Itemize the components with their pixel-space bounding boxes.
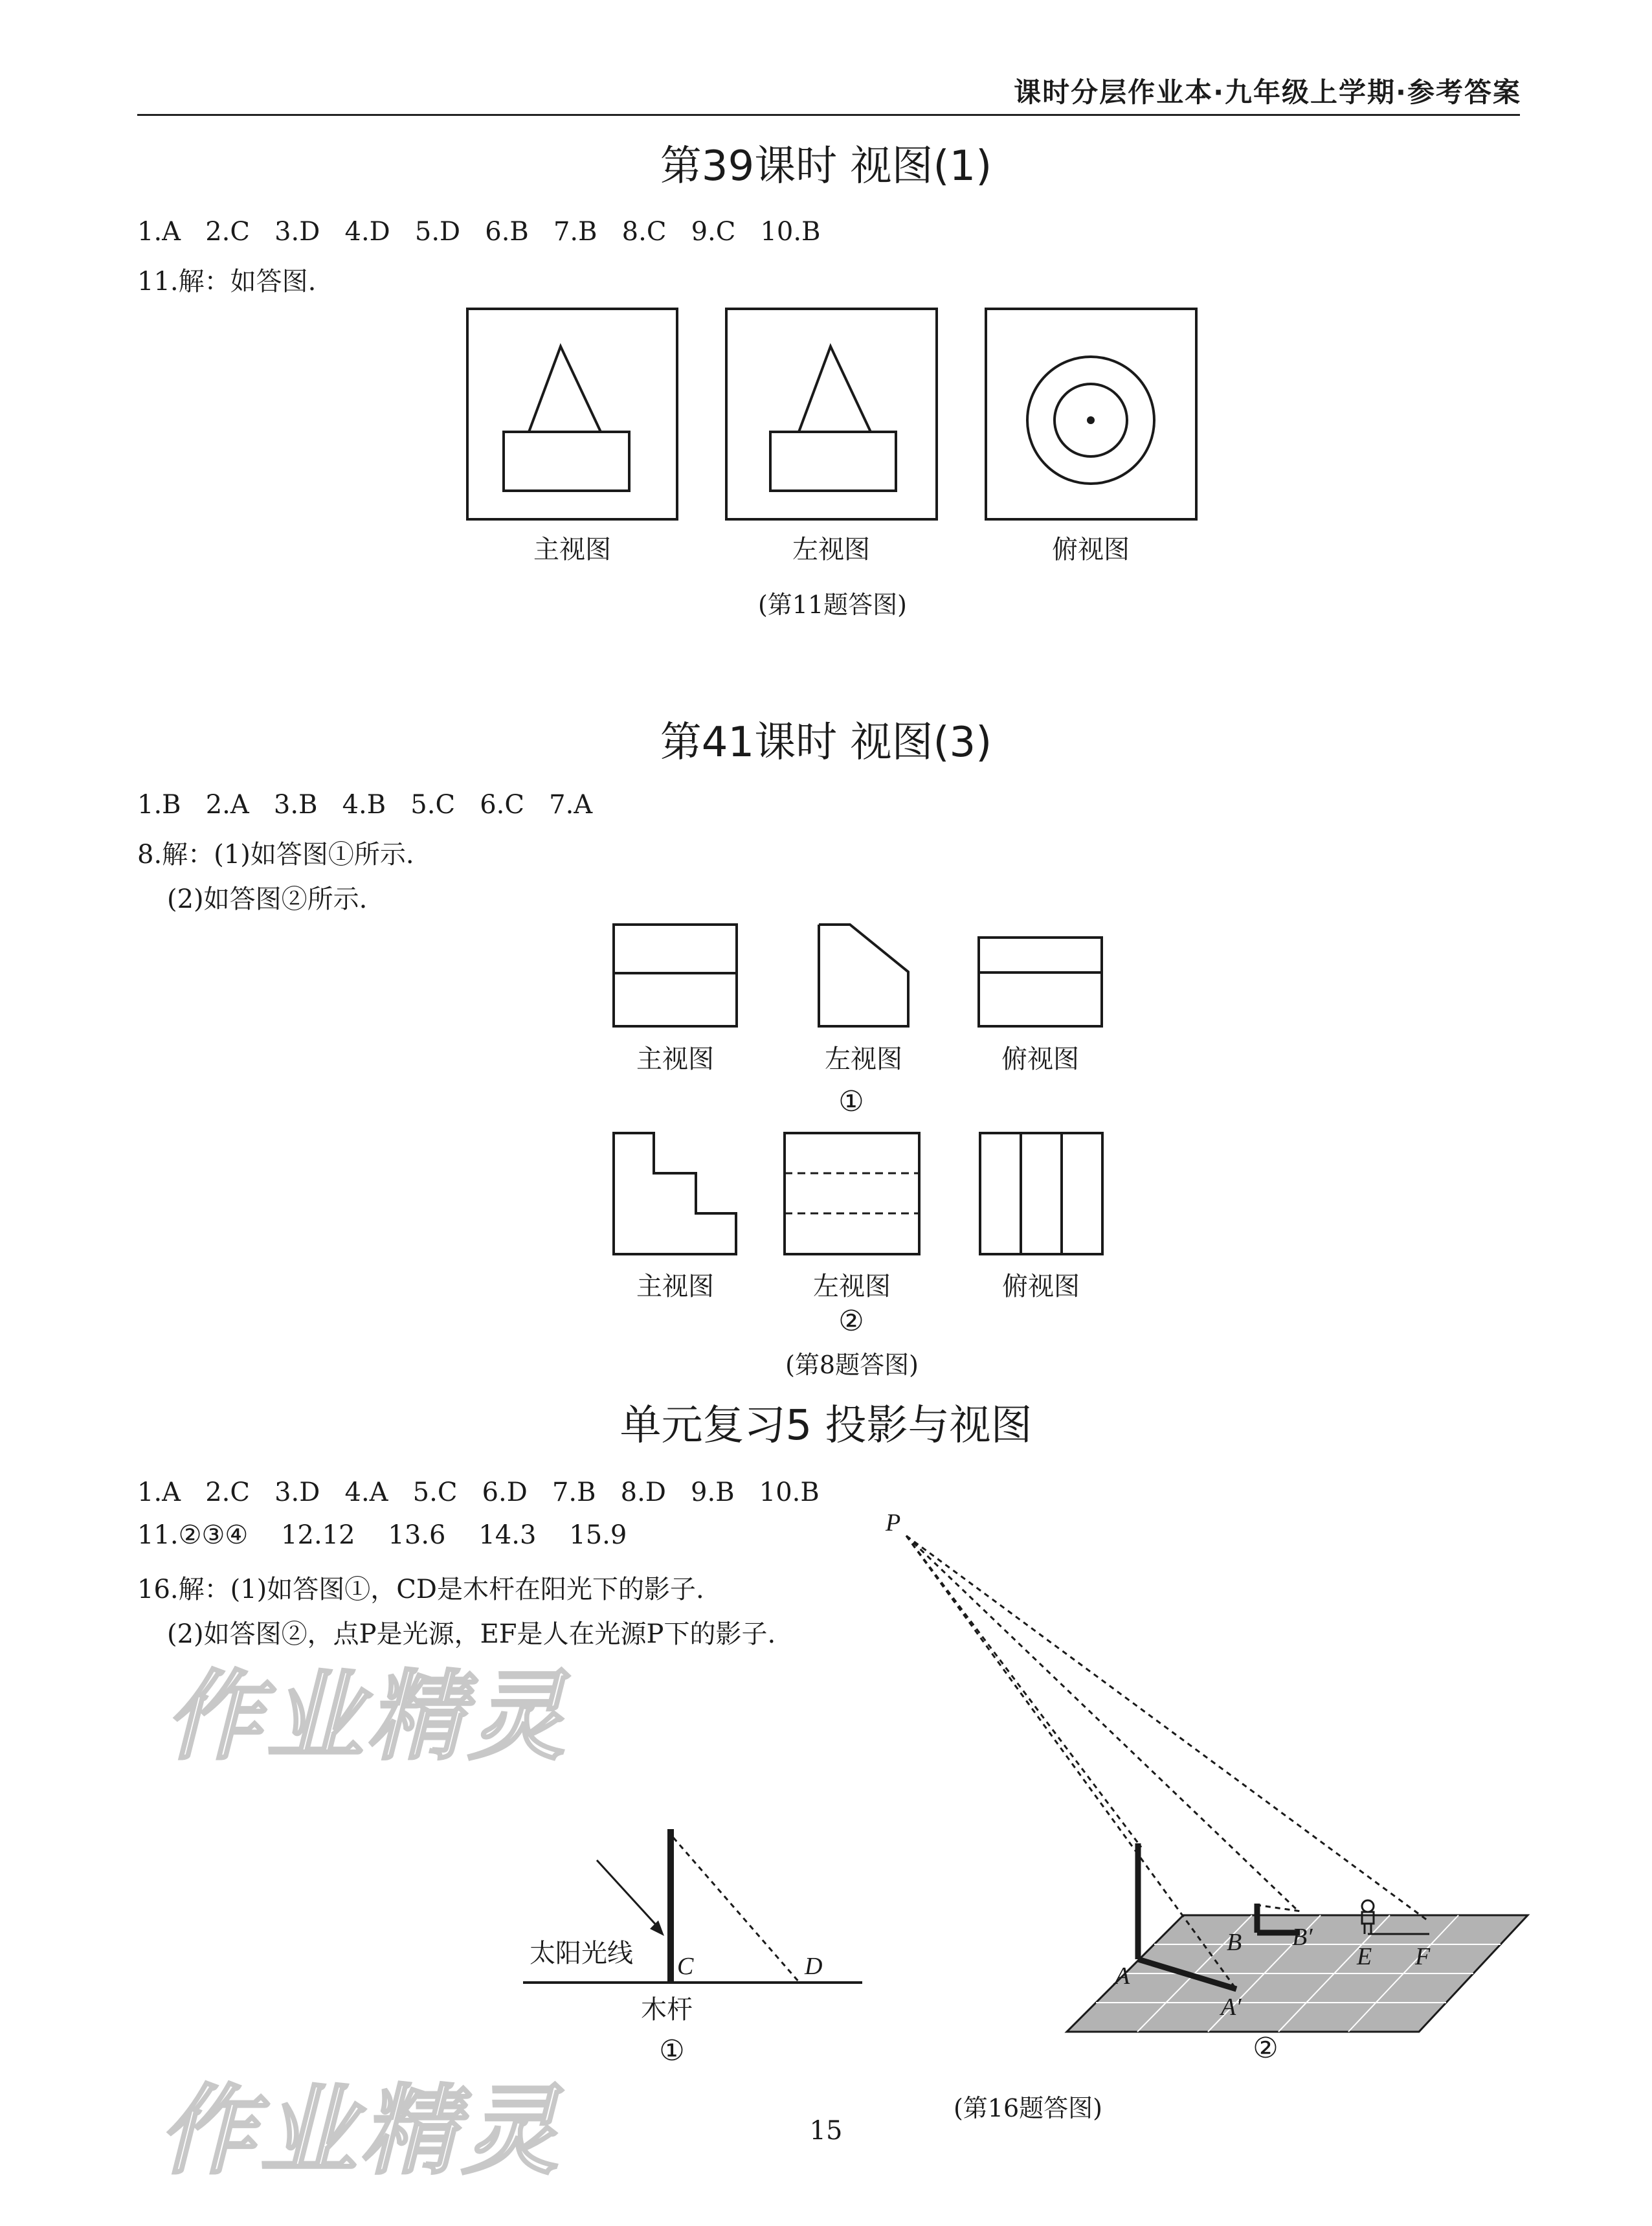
fig16-1-label-C: C bbox=[677, 1953, 694, 1980]
section-title-39: 第39课时 视图(1) bbox=[660, 142, 992, 190]
q11-left-triangle bbox=[799, 346, 871, 432]
q11-text: 11.解：如答图. bbox=[137, 267, 317, 297]
q8-1-caption-top: 俯视图 bbox=[1001, 1044, 1079, 1074]
q8-line2: (2)如答图②所示. bbox=[167, 884, 368, 914]
fig16-1-sun-label: 太阳光线 bbox=[530, 1939, 633, 1968]
q8-1-top-frame bbox=[979, 938, 1102, 1026]
fig16-1-label-D: D bbox=[805, 1953, 823, 1980]
q16-figure-caption: (第16题答图) bbox=[953, 2094, 1102, 2122]
q16-line1: 16.解：(1)如答图①，CD是木杆在阳光下的影子. bbox=[137, 1575, 704, 1604]
fig16-2-ray-b bbox=[906, 1536, 1299, 1911]
q8-2-front-shape bbox=[614, 1133, 736, 1254]
watermark-bottom: 作业精灵 bbox=[159, 2075, 563, 2188]
q11-front-view-frame bbox=[467, 309, 677, 519]
q16-line2: (2)如答图②，点P是光源，EF是人在光源P下的影子. bbox=[167, 1619, 776, 1649]
q8-1-caption-front: 主视图 bbox=[636, 1044, 714, 1074]
q8-1-front-frame bbox=[614, 925, 737, 1026]
fig16-1-arrow-line bbox=[597, 1860, 659, 1928]
answers-39: 1.A 2.C 3.D 4.D 5.D 6.B 7.B 8.C 9.C 10.B bbox=[137, 217, 821, 247]
q8-2-caption-front: 主视图 bbox=[636, 1272, 714, 1301]
fig16-2-person-head bbox=[1362, 1900, 1374, 1912]
q8-2-caption-top: 俯视图 bbox=[1002, 1272, 1080, 1301]
q11-front-rect bbox=[504, 432, 629, 491]
watermark-top: 作业精灵 bbox=[165, 1661, 570, 1773]
running-header: 课时分层作业本·九年级上学期·参考答案 bbox=[1014, 76, 1521, 108]
fig16-2-label-B: B bbox=[1227, 1929, 1242, 1956]
q8-line1: 8.解：(1)如答图①所示. bbox=[137, 840, 414, 870]
q8-1-left-shape bbox=[819, 925, 908, 1026]
q11-caption-top: 俯视图 bbox=[1052, 535, 1130, 565]
q8-figure-caption: (第8题答图) bbox=[785, 1351, 919, 1379]
q11-caption-front: 主视图 bbox=[533, 535, 611, 565]
q11-left-view-frame bbox=[726, 309, 937, 519]
q8-2-top-frame bbox=[980, 1133, 1102, 1254]
fig16-2-marker: ② bbox=[1253, 2032, 1278, 2065]
section-title-review5: 单元复习5 投影与视图 bbox=[620, 1402, 1032, 1450]
fig16-1-pole-label: 木杆 bbox=[641, 1995, 693, 2025]
fig16-2-ray-a bbox=[906, 1536, 1141, 1847]
fig16-2-label-E: E bbox=[1357, 1943, 1372, 1970]
fig16-1-marker: ① bbox=[659, 2034, 685, 2067]
fig16-2-label-B-prime: B′ bbox=[1292, 1924, 1313, 1951]
q8-1-caption-left: 左视图 bbox=[825, 1044, 902, 1074]
q8-2-caption-left: 左视图 bbox=[813, 1272, 891, 1301]
answers-review5-line1: 1.A 2.C 3.D 4.A 5.C 6.D 7.B 8.D 9.B 10.B bbox=[137, 1478, 820, 1507]
q11-left-rect bbox=[770, 432, 896, 491]
q11-figure-caption: (第11题答图) bbox=[757, 590, 907, 619]
q8-2-left-frame bbox=[785, 1133, 919, 1254]
fig16-2-label-F: F bbox=[1415, 1943, 1431, 1970]
q11-center-dot bbox=[1087, 416, 1095, 424]
q8-marker-1: ① bbox=[838, 1085, 864, 1118]
section-title-41: 第41课时 视图(3) bbox=[660, 719, 992, 767]
q11-front-triangle bbox=[529, 346, 601, 432]
fig16-2-label-A: A bbox=[1115, 1962, 1130, 1990]
q8-marker-2: ② bbox=[838, 1305, 864, 1338]
page-number: 15 bbox=[809, 2116, 843, 2146]
q11-caption-left: 左视图 bbox=[792, 535, 870, 565]
fig16-2-ray-e bbox=[906, 1536, 1429, 1922]
answers-review5-line2: 11.②③④ 12.12 13.6 14.3 15.9 bbox=[137, 1520, 627, 1550]
q11-top-view-frame bbox=[986, 309, 1196, 519]
answers-41: 1.B 2.A 3.B 4.B 5.C 6.C 7.A bbox=[137, 790, 593, 820]
fig16-2-label-A-prime: A′ bbox=[1221, 1994, 1242, 2021]
fig16-1-arrowhead bbox=[650, 1920, 664, 1936]
fig16-2-label-P: P bbox=[886, 1509, 901, 1536]
